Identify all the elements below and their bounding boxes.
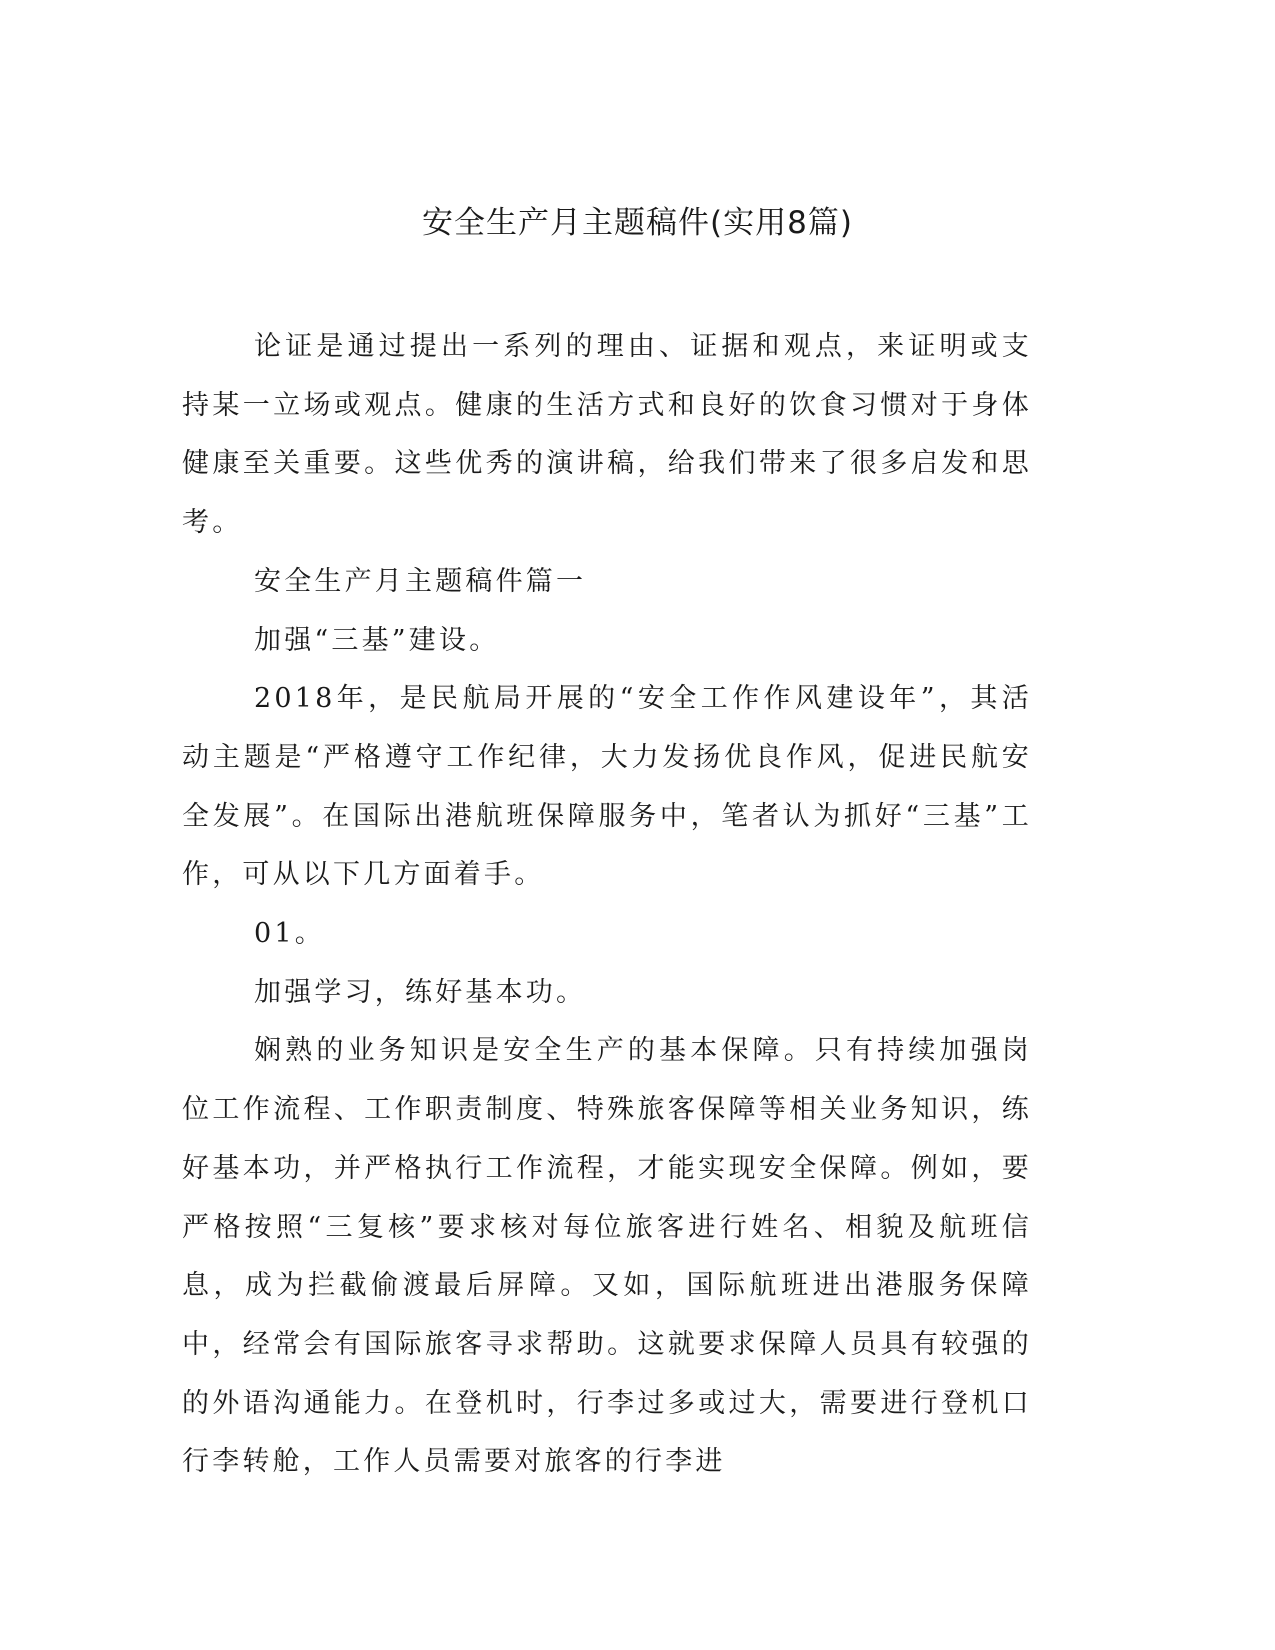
intro-paragraph: 论证是通过提出一系列的理由、证据和观点，来证明或支持某一立场或观点。健康的生活方式和良好的饮食习惯对于身体健康至关重要。这些优秀的演讲稿，给我们带来了很多启发和思考。 [182,331,1032,539]
section-heading: 安全生产月主题稿件篇一 [254,565,587,597]
document-title: 安全生产月主题稿件(实用8篇) [422,205,853,241]
body-paragraph: 娴熟的业务知识是安全生产的基本保障。只有持续加强岗位工作流程、工作职责制度、特殊旅客保障等相关业务知识，练好基本功，并严格执行工作流程，才能实现安全保障。例如，要严格按照“三复核”要求核对每位旅客进行姓名、相貌及航班信息，成为拦截偷渡最后屏障。又如，国际航班进出港服务保障中，经常会有国际旅客寻求帮助。这就要求保障人员具有较强的的外语沟通能力。在登机时，行李过多或过大，需要进行登机口行李转舱，工作人员需要对旅客的行李进 [182,1035,1032,1478]
item-heading: 加强学习，练好基本功。 [254,976,587,1008]
item-number: 01。 [254,918,325,950]
subsection-heading: 加强“三基”建设。 [254,624,500,656]
body-paragraph: 2018年，是民航局开展的“安全工作作风建设年”，其活动主题是“严格遵守工作纪律，大力发扬优良作风，促进民航安全发展”。在国际出港航班保障服务中，笔者认为抓好“三基”工作，可从以下几方面着手。 [182,683,1032,891]
document-body [182,318,1032,1492]
